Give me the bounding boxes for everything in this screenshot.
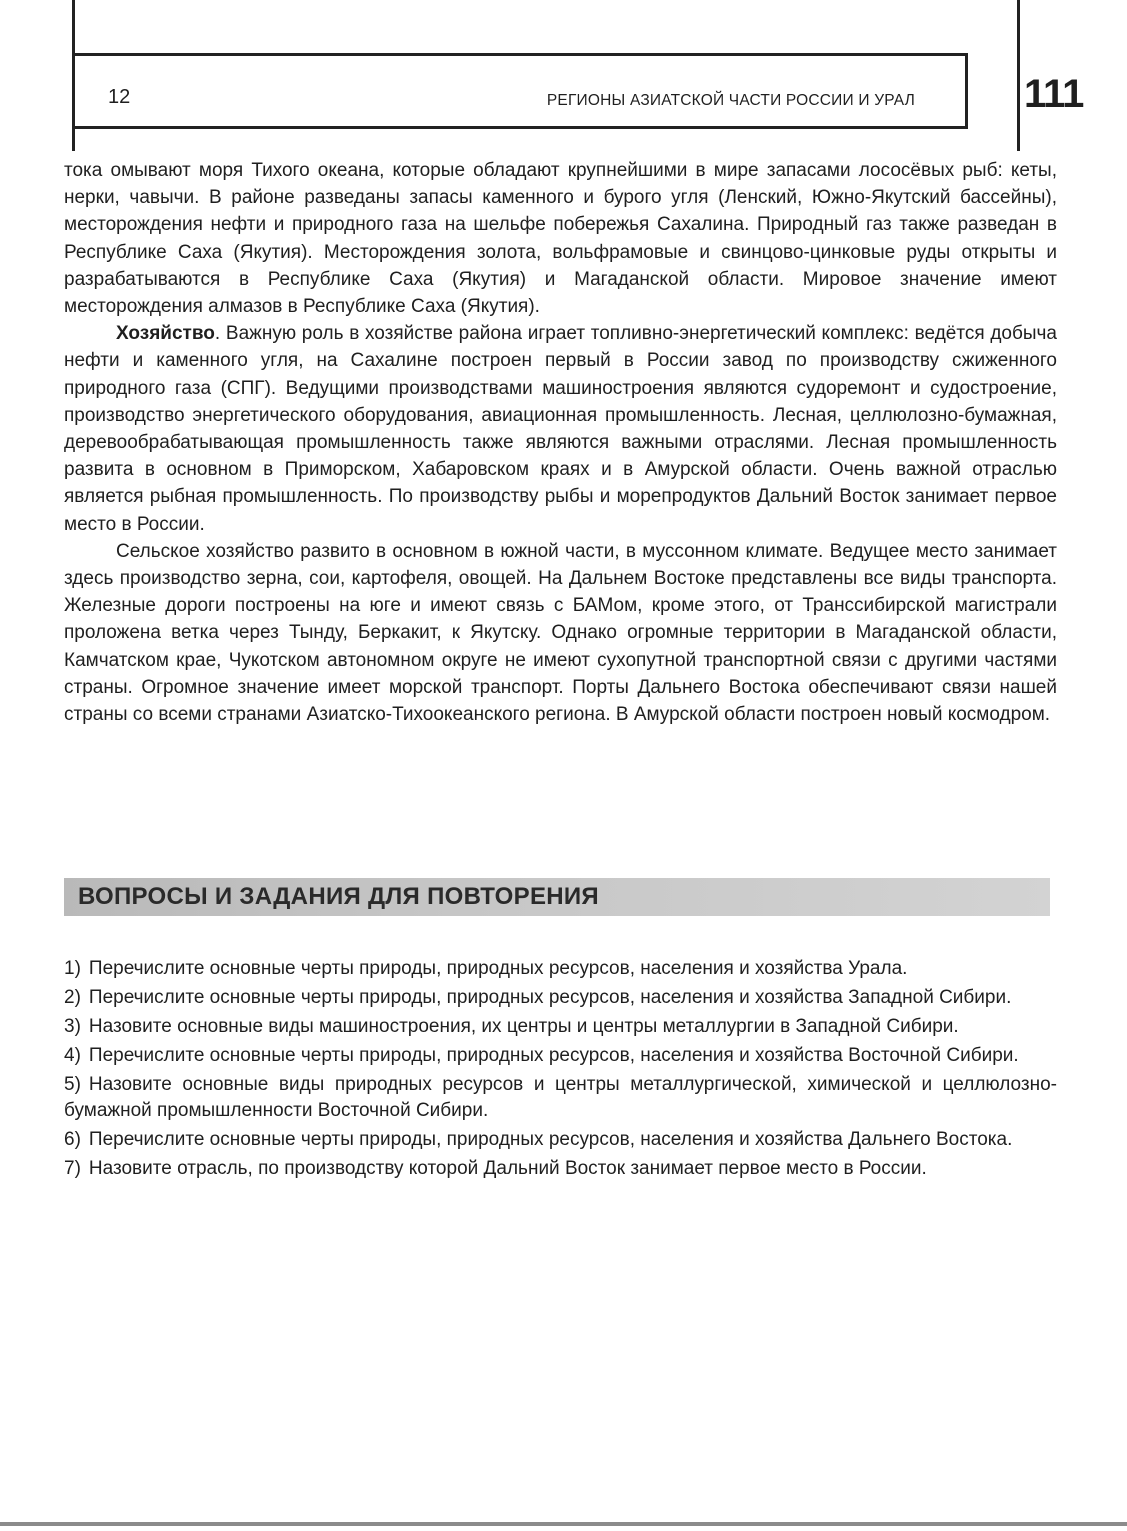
question-number: 4) <box>64 1045 81 1066</box>
question-text: Перечислите основные черты природы, природных ресурсов, населения и хозяйства Западной Сибири. <box>88 987 1012 1008</box>
question-text: Назовите основные виды машиностроения, их центры и центры металлургии в Западной Сибири. <box>88 1016 959 1037</box>
question-number: 2) <box>64 987 81 1008</box>
question-text: Назовите отрасль, по производству которой Дальний Восток занимает первое место в России. <box>88 1158 927 1179</box>
question-item <box>64 1156 1057 1182</box>
running-header <box>72 53 968 129</box>
page-number: 111 <box>1024 72 1084 116</box>
paragraph-agriculture-transport: Сельское хозяйство развито в основном в южной части, в муссонном климате. Ведущее место занимает здесь производство зерна, сои, картофеля, овощей. На Дальнем Востоке представлены все виды транспорта. Железные дороги построены на юге и имеют связь с БАМом, кроме этого, от Транссибирской магистрали проложена ветка через Тынду, Беркакит, к Якутску. Однако огромные территории в Магаданской области, Камчатском крае, Чукотском автономном округе не имеют сухопутной транспортной связи с другими частями страны. Огромное значение имеет морской транспорт. Порты Дальнего Востока обеспечивают связи нашей страны со всеми странами Азиатско-Тихоокеанского региона. В Амурской области построен новый космодром. <box>64 540 1057 726</box>
chapter-number: 12 <box>108 86 131 108</box>
question-item <box>64 1127 1057 1153</box>
question-number: 6) <box>64 1129 81 1150</box>
question-text: Перечислите основные черты природы, природных ресурсов, населения и хозяйства Восточной Сибири. <box>88 1045 1019 1066</box>
question-item <box>64 1043 1057 1069</box>
term-economy: Хозяйство <box>116 323 215 345</box>
question-number: 7) <box>64 1158 81 1179</box>
chapter-title: РЕГИОНЫ АЗИАТСКОЙ ЧАСТИ РОССИИ И УРАЛ <box>546 92 915 109</box>
question-number: 1) <box>64 958 81 979</box>
page-bottom-edge <box>0 1522 1127 1526</box>
body-text <box>64 157 1057 728</box>
questions-list <box>64 956 1057 1185</box>
paragraph-economy-text: . Важную роль в хозяйстве района играет топливно-энергетический комплекс: ведётся добыча нефти и каменного угля, на Сахалине построен первый в России завод по производству сжиженного природного газа (СПГ). Ведущими производствами машиностроения являются судоремонт и судостроение, производство энергетического оборудования, авиационная промышленность. Лесная, целлюлозно-бумажная, деревообрабатывающая промышленность также являются важными отраслями. Лесная промышленность развита в основном в Приморском, Хабаровском краях и в Амурской области. Очень важной отраслью является рыбная промышленность. По производству рыбы и морепродуктов Дальний Восток занимает первое место в России. <box>64 323 1057 535</box>
question-number: 3) <box>64 1016 81 1037</box>
paragraph-natural-resources: тока омывают моря Тихого океана, которые обладают крупнейшими в мире запасами лососёвых рыб: кеты, нерки, чавычи. В районе разведаны запасы каменного и бурого угля (Ленский, Южно-Якутский бассейны), месторождения нефти и природного газа на шельфе побережья Сахалина. Природный газ также разведан в Республике Саха (Якутия). Месторождения золота, вольфрамовые и свинцово-цинковые руды открыты и разрабатываются в Республике Саха (Якутия) и Магаданской области. Мировое значение имеют месторождения алмазов в Республике Саха (Якутия). <box>64 160 1057 318</box>
question-item <box>64 1072 1057 1124</box>
question-item <box>64 956 1057 982</box>
section-title: ВОПРОСЫ И ЗАДАНИЯ ДЛЯ ПОВТОРЕНИЯ <box>78 883 599 910</box>
paragraph-economy <box>64 320 1057 538</box>
question-item <box>64 1014 1057 1040</box>
question-text: Перечислите основные черты природы, природных ресурсов, населения и хозяйства Урала. <box>88 958 908 979</box>
question-text: Перечислите основные черты природы, природных ресурсов, населения и хозяйства Дальнего Востока. <box>88 1129 1013 1150</box>
question-text: Назовите основные виды природных ресурсов и центры металлургической, химической и целлюлозно-бумажной промышленности Восточной Сибири. <box>64 1074 1057 1121</box>
question-number: 5) <box>64 1074 81 1095</box>
question-item <box>64 985 1057 1011</box>
